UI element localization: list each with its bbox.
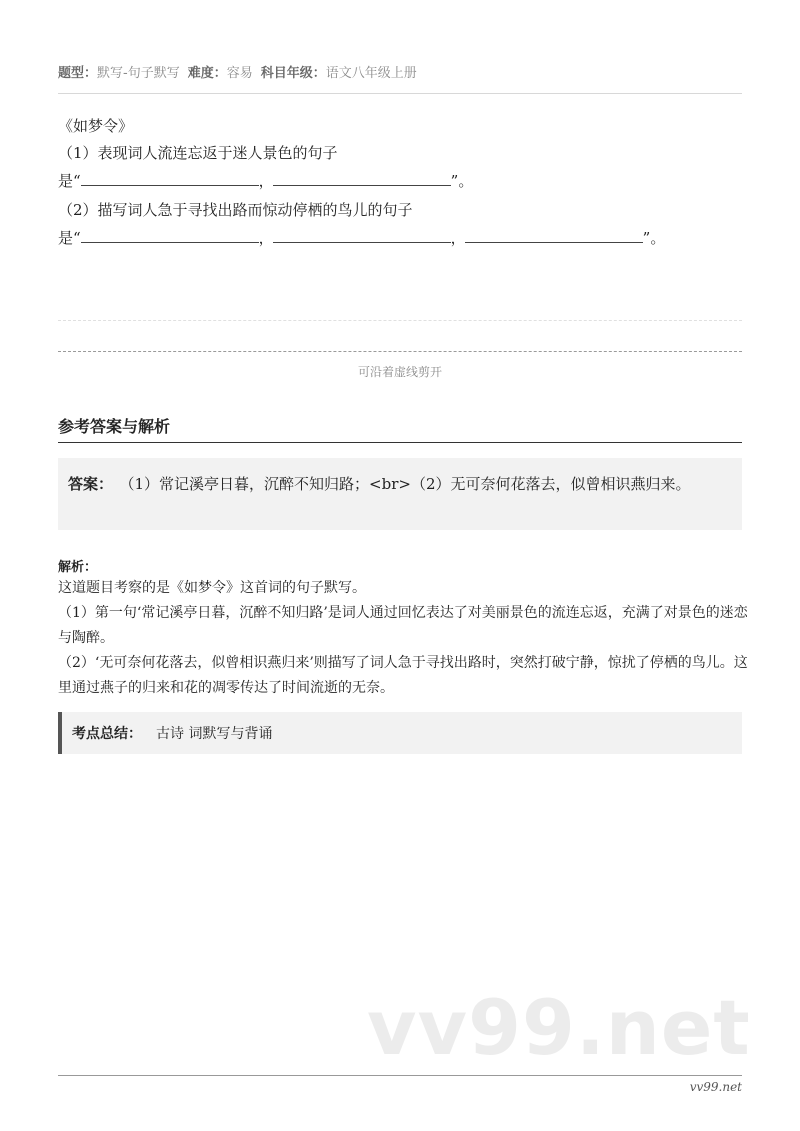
analysis-label: 解析： bbox=[58, 560, 98, 575]
difficulty-value: 容易 bbox=[226, 66, 253, 81]
answer-line-2-sep-2: ， bbox=[450, 229, 466, 247]
answer-text: （1）常记溪亭日暮，沉醉不知归路；<br>（2）无可奈何花落去，似曾相识燕归来。 bbox=[127, 475, 691, 493]
answer-line-2-suffix: ”。 bbox=[642, 229, 666, 247]
cut-hint: 可沿着虚线剪开 bbox=[357, 365, 442, 379]
footer-site: vv99.net bbox=[689, 1080, 742, 1094]
difficulty-label: 难度： bbox=[187, 66, 227, 81]
blank-2-2[interactable] bbox=[273, 228, 451, 243]
watermark: vv99.net bbox=[367, 983, 751, 1072]
answer-box bbox=[58, 458, 742, 530]
key-point-box bbox=[58, 712, 742, 754]
answer-line-2-prefix: 是“ bbox=[58, 229, 81, 247]
type-label: 题型： bbox=[58, 66, 98, 81]
header-divider bbox=[58, 93, 742, 94]
section-divider bbox=[58, 442, 742, 443]
subject-label: 科目年级： bbox=[260, 66, 326, 81]
answer-label: 答案： bbox=[68, 475, 114, 493]
poem-title: 《如梦令》 bbox=[58, 117, 134, 135]
answer-line-1 bbox=[58, 171, 758, 191]
section-title: 参考答案与解析 bbox=[58, 417, 171, 436]
subject-value: 语文八年级上册 bbox=[325, 66, 417, 81]
footer-divider bbox=[58, 1075, 742, 1076]
blank-1-1[interactable] bbox=[81, 171, 259, 186]
analysis-paragraph-2: （1）第一句‘常记溪亭日暮，沉醉不知归路’是词人通过回忆表达了对美丽景色的流连忘返，充满了对景色的迷恋与陶醉。 bbox=[58, 605, 748, 646]
key-point-label: 考点总结： bbox=[72, 726, 142, 742]
answer-line-1-suffix: ”。 bbox=[450, 172, 474, 190]
question-item-2: （2）描写词人急于寻找出路而惊动停栖的鸟儿的句子 bbox=[58, 201, 413, 219]
blank-2-3[interactable] bbox=[465, 228, 643, 243]
question-item-1: （1）表现词人流连忘返于迷人景色的句子 bbox=[58, 144, 338, 162]
analysis-paragraph-1: 这道题目考察的是《如梦令》这首词的句子默写。 bbox=[58, 580, 366, 596]
answer-line-2 bbox=[58, 228, 758, 248]
key-point-value: 古诗 词默写与背诵 bbox=[156, 726, 273, 742]
type-value: 默写-句子默写 bbox=[97, 66, 180, 81]
blank-2-1[interactable] bbox=[81, 228, 259, 243]
cut-dashed-line bbox=[58, 351, 742, 352]
blank-1-2[interactable] bbox=[273, 171, 451, 186]
analysis-paragraph-3: （2）‘无可奈何花落去，似曾相识燕归来’则描写了词人急于寻找出路时，突然打破宁静，惊扰了停栖的鸟儿。这里通过燕子的归来和花的凋零传达了时间流逝的无奈。 bbox=[58, 655, 748, 696]
faint-dashed-line bbox=[58, 320, 742, 321]
question-meta bbox=[58, 62, 742, 81]
answer-line-1-sep: ， bbox=[258, 172, 274, 190]
answer-line-1-prefix: 是“ bbox=[58, 172, 81, 190]
answer-line-2-sep-1: ， bbox=[258, 229, 274, 247]
analysis-text bbox=[58, 576, 748, 701]
